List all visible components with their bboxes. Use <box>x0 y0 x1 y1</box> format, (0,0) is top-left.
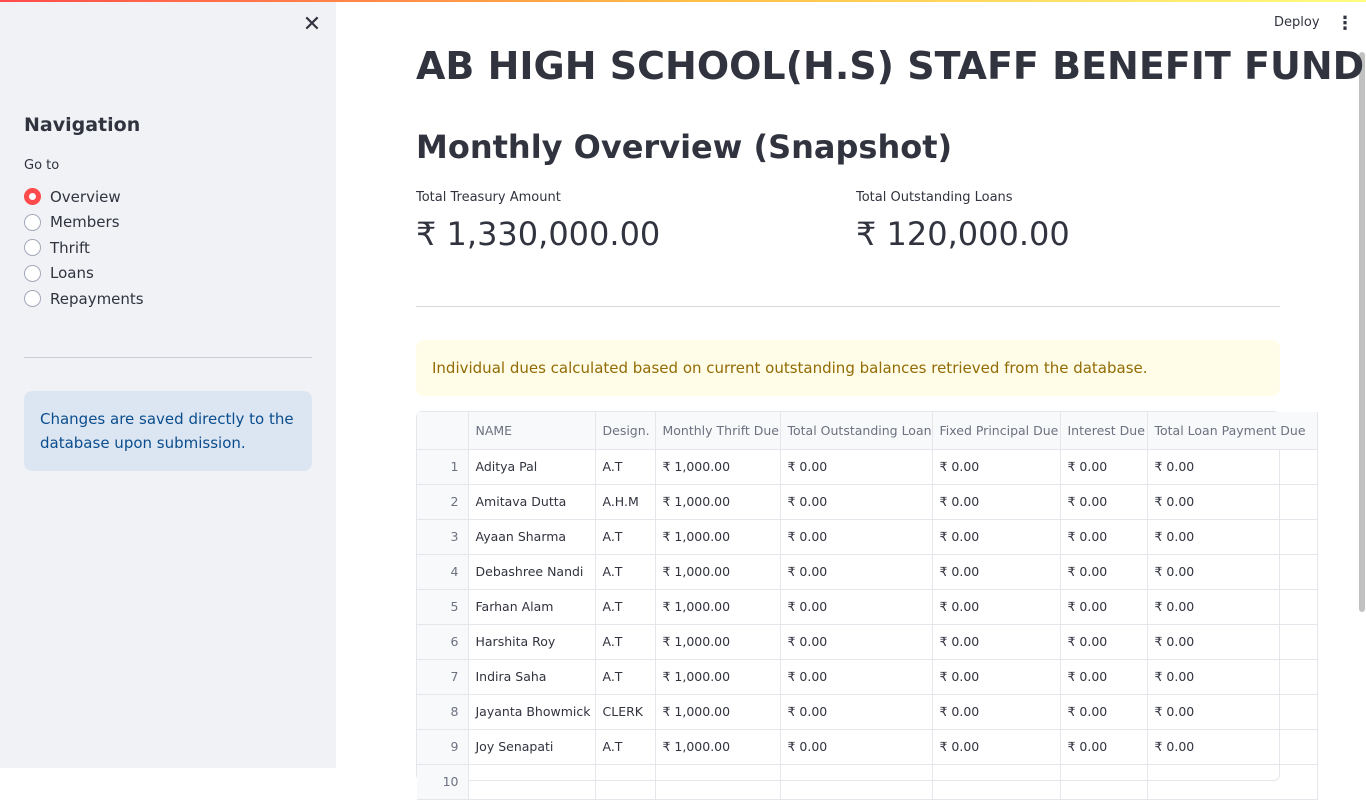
table-cell[interactable]: ₹ 0.00 <box>932 729 1060 764</box>
scrollbar[interactable] <box>1358 52 1366 612</box>
column-header[interactable]: Interest Due <box>1060 412 1147 449</box>
table-cell[interactable]: A.T <box>595 519 655 554</box>
table-cell[interactable]: ₹ 0.00 <box>1060 624 1147 659</box>
table-row[interactable] <box>417 589 1317 624</box>
table-cell[interactable]: ₹ 0.00 <box>932 449 1060 484</box>
section-title: Monthly Overview (Snapshot) <box>416 128 953 166</box>
top-decoration-bar <box>0 0 1366 2</box>
table-row[interactable] <box>417 694 1317 729</box>
metric-outstanding-loans <box>856 190 1070 253</box>
warning-alert <box>416 340 1280 396</box>
table-cell[interactable]: ₹ 0.00 <box>1060 449 1147 484</box>
navigation-radio-group <box>24 184 144 312</box>
table-cell[interactable]: Harshita Roy <box>468 624 595 659</box>
column-header[interactable]: Total Loan Payment Due <box>1147 412 1317 449</box>
row-index: 6 <box>417 624 468 659</box>
table-cell[interactable]: ₹ 0.00 <box>1147 729 1317 764</box>
table-cell[interactable]: ₹ 0.00 <box>1147 589 1317 624</box>
page-title: AB HIGH SCHOOL(H.S) STAFF BENEFIT FUND <box>416 44 1365 88</box>
table-cell[interactable]: ₹ 0.00 <box>932 659 1060 694</box>
dues-dataframe[interactable] <box>416 411 1306 789</box>
table-cell[interactable]: ₹ 0.00 <box>1060 484 1147 519</box>
table-row[interactable] <box>417 764 1317 799</box>
table-cell[interactable]: ₹ 0.00 <box>1147 519 1317 554</box>
table-cell[interactable]: ₹ 1,000.00 <box>655 624 780 659</box>
table-cell[interactable]: ₹ 0.00 <box>1060 554 1147 589</box>
table-cell[interactable]: A.T <box>595 554 655 589</box>
nav-option-loans[interactable] <box>24 261 144 287</box>
table-cell[interactable]: ₹ 0.00 <box>780 519 932 554</box>
table-cell[interactable]: Amitava Dutta <box>468 484 595 519</box>
table-cell[interactable]: ₹ 0.00 <box>1147 624 1317 659</box>
table-cell[interactable]: ₹ 0.00 <box>780 554 932 589</box>
table-cell[interactable]: Farhan Alam <box>468 589 595 624</box>
table-row[interactable] <box>417 554 1317 589</box>
index-header[interactable] <box>417 412 468 449</box>
table-cell[interactable]: ₹ 0.00 <box>932 554 1060 589</box>
nav-option-repayments[interactable] <box>24 286 144 312</box>
metric-value: ₹ 120,000.00 <box>856 215 1070 253</box>
column-header[interactable]: Monthly Thrift Due <box>655 412 780 449</box>
nav-option-overview[interactable] <box>24 184 144 210</box>
table-cell[interactable]: CLERK <box>595 694 655 729</box>
sidebar-divider <box>24 357 312 358</box>
table-row[interactable] <box>417 449 1317 484</box>
nav-option-members[interactable] <box>24 210 144 236</box>
table-cell[interactable]: Joy Senapati <box>468 729 595 764</box>
row-index: 3 <box>417 519 468 554</box>
table-cell[interactable]: ₹ 0.00 <box>1147 449 1317 484</box>
table-body <box>417 449 1317 799</box>
table-cell[interactable]: ₹ 1,000.00 <box>655 659 780 694</box>
scrollbar-thumb[interactable] <box>1359 52 1365 612</box>
table-cell[interactable]: ₹ 0.00 <box>932 589 1060 624</box>
table-cell[interactable]: ₹ 0.00 <box>1060 519 1147 554</box>
table-cell[interactable]: ₹ 0.00 <box>1060 694 1147 729</box>
table-cell[interactable]: ₹ 0.00 <box>780 729 932 764</box>
table-cell[interactable]: ₹ 0.00 <box>1060 659 1147 694</box>
table-cell[interactable]: Ayaan Sharma <box>468 519 595 554</box>
table-cell[interactable] <box>1147 764 1317 799</box>
goto-label: Go to <box>24 158 60 173</box>
table-cell[interactable]: ₹ 0.00 <box>780 449 932 484</box>
metric-treasury <box>416 190 660 253</box>
table-header-row <box>417 412 1317 449</box>
dues-table <box>417 412 1318 800</box>
table-cell[interactable] <box>595 764 655 799</box>
row-index: 4 <box>417 554 468 589</box>
table-cell[interactable]: A.H.M <box>595 484 655 519</box>
table-cell[interactable]: ₹ 0.00 <box>1147 554 1317 589</box>
nav-option-thrift[interactable] <box>24 235 144 261</box>
table-cell[interactable]: ₹ 0.00 <box>780 624 932 659</box>
table-row[interactable] <box>417 729 1317 764</box>
table-cell[interactable]: Aditya Pal <box>468 449 595 484</box>
nav-option-label: Loans <box>50 264 94 283</box>
metric-label: Total Treasury Amount <box>416 190 561 205</box>
table-cell[interactable]: ₹ 0.00 <box>780 659 932 694</box>
row-index: 5 <box>417 589 468 624</box>
table-cell[interactable]: A.T <box>595 589 655 624</box>
table-cell[interactable]: ₹ 1,000.00 <box>655 729 780 764</box>
table-cell[interactable]: A.T <box>595 659 655 694</box>
row-index: 10 <box>417 764 468 799</box>
row-index: 7 <box>417 659 468 694</box>
table-cell[interactable]: Jayanta Bhowmick <box>468 694 595 729</box>
table-cell[interactable]: A.T <box>595 624 655 659</box>
table-cell[interactable] <box>655 764 780 799</box>
table-row[interactable] <box>417 659 1317 694</box>
column-header[interactable]: Total Outstanding Loan <box>780 412 932 449</box>
column-header[interactable]: Design. <box>595 412 655 449</box>
sidebar <box>0 0 336 768</box>
table-cell[interactable]: ₹ 0.00 <box>1147 484 1317 519</box>
deploy-button[interactable]: Deploy <box>1274 15 1320 30</box>
column-header[interactable]: Fixed Principal Due <box>932 412 1060 449</box>
table-cell[interactable] <box>468 764 595 799</box>
nav-option-label: Members <box>50 213 120 232</box>
row-index: 9 <box>417 729 468 764</box>
metric-label: Total Outstanding Loans <box>856 190 1013 205</box>
table-cell[interactable]: A.T <box>595 729 655 764</box>
kebab-menu-icon[interactable]: ⋮ <box>1336 13 1354 34</box>
table-cell[interactable]: ₹ 1,000.00 <box>655 519 780 554</box>
radio-button-icon[interactable] <box>24 214 41 231</box>
nav-option-label: Overview <box>50 187 121 206</box>
table-cell[interactable]: ₹ 1,000.00 <box>655 449 780 484</box>
table-cell[interactable]: ₹ 0.00 <box>1147 694 1317 729</box>
table-cell[interactable]: ₹ 0.00 <box>1060 589 1147 624</box>
table-cell[interactable] <box>1060 764 1147 799</box>
info-alert: Changes are saved directly to the database upon submission. <box>24 391 312 471</box>
nav-option-label: Thrift <box>50 238 90 257</box>
table-cell[interactable]: ₹ 0.00 <box>780 694 932 729</box>
table-cell[interactable] <box>932 764 1060 799</box>
radio-button-icon[interactable] <box>24 290 41 307</box>
table-cell[interactable]: ₹ 1,000.00 <box>655 554 780 589</box>
table-cell[interactable]: Indira Saha <box>468 659 595 694</box>
table-cell[interactable]: ₹ 1,000.00 <box>655 589 780 624</box>
table-cell[interactable]: ₹ 0.00 <box>1147 659 1317 694</box>
table-cell[interactable]: ₹ 1,000.00 <box>655 694 780 729</box>
table-cell[interactable]: ₹ 0.00 <box>932 694 1060 729</box>
table-row[interactable] <box>417 484 1317 519</box>
table-cell[interactable]: ₹ 1,000.00 <box>655 484 780 519</box>
table-cell[interactable]: ₹ 0.00 <box>932 624 1060 659</box>
warning-text: Individual dues calculated based on current outstanding balances retrieved from the database. <box>432 359 1148 377</box>
radio-button-icon[interactable] <box>24 265 41 282</box>
sidebar-title: Navigation <box>24 114 141 136</box>
table-cell[interactable]: ₹ 0.00 <box>780 484 932 519</box>
metric-value: ₹ 1,330,000.00 <box>416 215 661 253</box>
table-row[interactable] <box>417 519 1317 554</box>
table-cell[interactable]: ₹ 0.00 <box>780 589 932 624</box>
table-row[interactable] <box>417 624 1317 659</box>
table-cell[interactable]: Debashree Nandi <box>468 554 595 589</box>
row-index: 1 <box>417 449 468 484</box>
table-cell[interactable] <box>780 764 932 799</box>
table-cell[interactable]: ₹ 0.00 <box>932 484 1060 519</box>
nav-option-label: Repayments <box>50 289 144 308</box>
section-divider <box>416 306 1280 307</box>
radio-button-icon[interactable] <box>24 188 41 205</box>
table-cell[interactable]: A.T <box>595 449 655 484</box>
table-cell[interactable]: ₹ 0.00 <box>932 519 1060 554</box>
row-index: 8 <box>417 694 468 729</box>
close-icon[interactable]: ✕ <box>302 12 322 37</box>
row-index: 2 <box>417 484 468 519</box>
table-cell[interactable]: ₹ 0.00 <box>1060 729 1147 764</box>
column-header[interactable]: NAME <box>468 412 595 449</box>
radio-button-icon[interactable] <box>24 239 41 256</box>
